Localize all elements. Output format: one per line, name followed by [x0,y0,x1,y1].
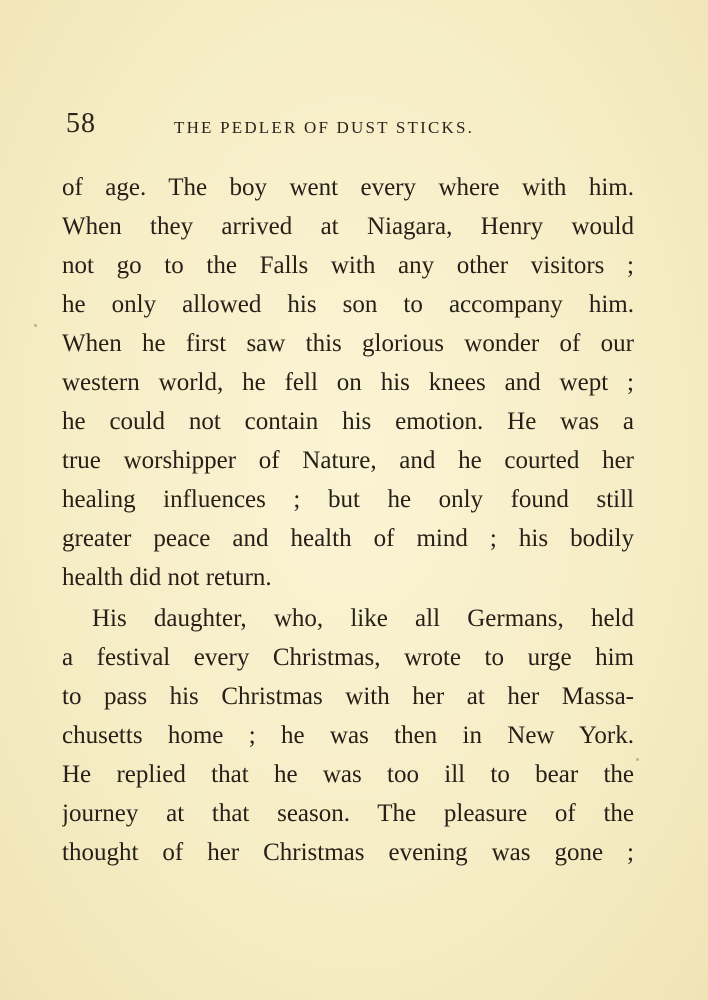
text-line: he only allowed his son to accompany him. [62,291,634,318]
body-text [62,168,634,872]
text-line: When they arrived at Niagara, Henry would [62,213,634,240]
text-line: to pass his Christmas with her at her Massa- [62,683,634,710]
page-header [66,108,646,148]
text-line: a festival every Christmas, wrote to urge him [62,644,634,671]
running-title: THE PEDLER OF DUST STICKS. [174,118,475,137]
text-line: true worshipper of Nature, and he courted her [62,447,634,474]
text-line: healing influences ; but he only found still [62,486,634,513]
text-line: he could not contain his emotion. He was a [62,408,634,435]
text-line: journey at that season. The pleasure of the [62,800,634,827]
text-line: thought of her Christmas evening was gone ; [62,839,634,866]
paper-speck [636,758,639,761]
text-line: western world, he fell on his knees and wept ; [62,369,634,396]
text-line: of age. The boy went every where with him. [62,174,634,201]
text-line: not go to the Falls with any other visitors ; [62,252,634,279]
text-line: chusetts home ; he was then in New York. [62,722,634,749]
text-line: When he first saw this glorious wonder of our [62,330,634,357]
text-line: health did not return. [62,564,272,591]
paragraph-1 [62,168,634,597]
paragraph-2 [62,599,634,872]
text-line: His daughter, who, like all Germans, held [92,605,634,632]
text-line: greater peace and health of mind ; his bodily [62,525,634,552]
paper-speck [34,324,37,327]
page-number: 58 [66,108,96,139]
text-line: He replied that he was too ill to bear the [62,761,634,788]
